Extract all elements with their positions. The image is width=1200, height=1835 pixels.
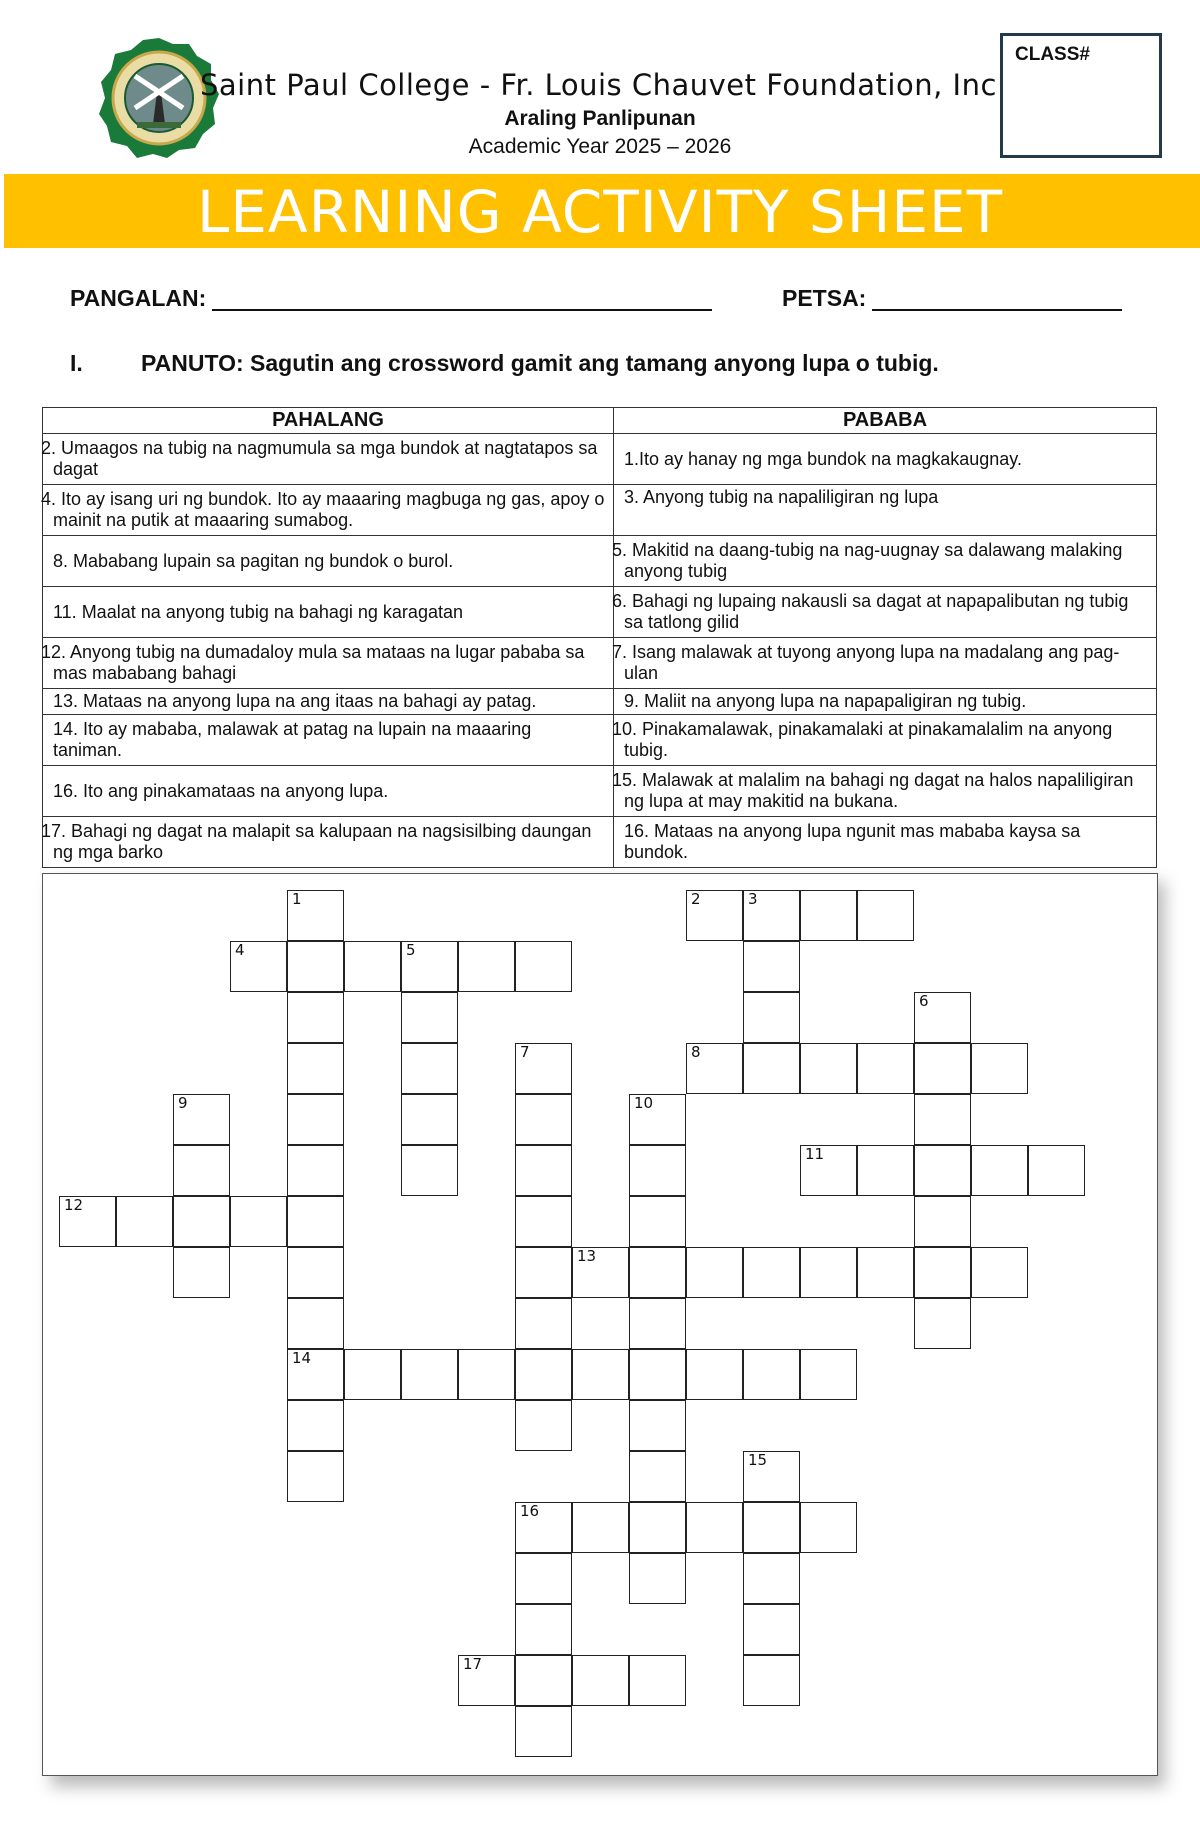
across-clue-4: 4. Ito ay isang uri ng bundok. Ito ay maaaring magbuga ng gas, apoy o mainit na putik at maaaring sumabog. bbox=[43, 485, 614, 536]
crossword-cell[interactable] bbox=[743, 1655, 800, 1706]
crossword-cell[interactable] bbox=[629, 1349, 686, 1400]
crossword-cell[interactable] bbox=[401, 1094, 458, 1145]
crossword-cell[interactable] bbox=[401, 1349, 458, 1400]
crossword-cell[interactable] bbox=[914, 1196, 971, 1247]
crossword-cell[interactable] bbox=[629, 1400, 686, 1451]
across-clue-8: 8. Mababang lupain sa pagitan ng bundok o burol. bbox=[43, 536, 614, 587]
academic-year: Academic Year 2025 – 2026 bbox=[468, 135, 732, 158]
crossword-cell[interactable] bbox=[743, 992, 800, 1043]
crossword-cell[interactable] bbox=[629, 1196, 686, 1247]
clue-number-15: 15 bbox=[748, 1451, 768, 1469]
clue-number-11: 11 bbox=[805, 1145, 825, 1163]
crossword-cell[interactable] bbox=[914, 1043, 971, 1094]
across-clue-13: 13. Mataas na anyong lupa na ang itaas na bahagi ay patag. bbox=[43, 689, 614, 715]
crossword-cell[interactable] bbox=[629, 1655, 686, 1706]
crossword-cell[interactable] bbox=[515, 1400, 572, 1451]
crossword-cell[interactable] bbox=[173, 1247, 230, 1298]
crossword-cell[interactable] bbox=[686, 1349, 743, 1400]
down-header: PABABA bbox=[614, 408, 1157, 434]
clue-number-3: 3 bbox=[748, 890, 758, 908]
crossword-cell[interactable] bbox=[515, 1706, 572, 1757]
crossword-cell[interactable] bbox=[914, 1298, 971, 1349]
across-clue-12: 12. Anyong tubig na dumadaloy mula sa mataas na lugar pababa sa mas mababang bahagi bbox=[43, 638, 614, 689]
crossword-cell[interactable] bbox=[743, 1553, 800, 1604]
crossword-cell[interactable] bbox=[800, 1247, 857, 1298]
down-clue-15: 15. Malawak at malalim na bahagi ng dagat na halos napaliligiran ng lupa at may makitid na bukana. bbox=[614, 766, 1157, 817]
clue-number-8: 8 bbox=[691, 1043, 701, 1061]
crossword-cell[interactable] bbox=[515, 1247, 572, 1298]
crossword-cell[interactable] bbox=[515, 1655, 572, 1706]
crossword-cell[interactable] bbox=[287, 1196, 344, 1247]
across-clue-16: 16. Ito ang pinakamataas na anyong lupa. bbox=[43, 766, 614, 817]
crossword-cell[interactable] bbox=[287, 1451, 344, 1502]
crossword-cell[interactable] bbox=[629, 1553, 686, 1604]
crossword-cell[interactable] bbox=[857, 1043, 914, 1094]
crossword-cell[interactable] bbox=[173, 1196, 230, 1247]
crossword-cell[interactable] bbox=[971, 1145, 1028, 1196]
crossword-cell[interactable] bbox=[686, 1502, 743, 1553]
instruction-text: PANUTO: Sagutin ang crossword gamit ang tamang anyong lupa o tubig. bbox=[141, 350, 939, 376]
crossword-cell[interactable] bbox=[287, 1247, 344, 1298]
crossword-cell[interactable] bbox=[857, 1247, 914, 1298]
clue-number-13: 13 bbox=[577, 1247, 597, 1265]
across-clue-17: 17. Bahagi ng dagat na malapit sa kalupaan na nagsisilbing daungan ng mga barko bbox=[43, 817, 614, 868]
crossword-cell[interactable] bbox=[572, 1655, 629, 1706]
crossword-cell[interactable] bbox=[515, 941, 572, 992]
crossword-cell[interactable] bbox=[287, 1400, 344, 1451]
crossword-cell[interactable] bbox=[401, 992, 458, 1043]
crossword-cell[interactable] bbox=[914, 1247, 971, 1298]
crossword-cell[interactable] bbox=[800, 1502, 857, 1553]
clue-number-16: 16 bbox=[520, 1502, 540, 1520]
down-clue-1: 1.Ito ay hanay ng mga bundok na magkakaugnay. bbox=[614, 434, 1157, 485]
crossword-cell[interactable] bbox=[572, 1349, 629, 1400]
school-name: Saint Paul College - Fr. Louis Chauvet Foundation, Inc. bbox=[200, 68, 1007, 102]
crossword-cell[interactable] bbox=[629, 1502, 686, 1553]
crossword-cell[interactable] bbox=[173, 1145, 230, 1196]
clue-number-17: 17 bbox=[463, 1655, 483, 1673]
crossword-cell[interactable] bbox=[458, 1349, 515, 1400]
crossword-cell[interactable] bbox=[287, 1043, 344, 1094]
crossword-cell[interactable] bbox=[515, 1553, 572, 1604]
crossword-cell[interactable] bbox=[401, 1043, 458, 1094]
crossword-cell[interactable] bbox=[743, 941, 800, 992]
subject-title: Araling Panlipunan bbox=[504, 107, 696, 130]
crossword-cell[interactable] bbox=[344, 1349, 401, 1400]
crossword-cell[interactable] bbox=[743, 1349, 800, 1400]
crossword-cell[interactable] bbox=[971, 1043, 1028, 1094]
crossword-cell[interactable] bbox=[287, 1094, 344, 1145]
crossword-cell[interactable] bbox=[515, 1298, 572, 1349]
crossword-cell[interactable] bbox=[629, 1451, 686, 1502]
crossword-cell[interactable] bbox=[629, 1298, 686, 1349]
down-clue-5: 5. Makitid na daang-tubig na nag-uugnay sa dalawang malaking anyong tubig bbox=[614, 536, 1157, 587]
clue-number-9: 9 bbox=[178, 1094, 188, 1112]
crossword-cell[interactable] bbox=[287, 992, 344, 1043]
across-clue-14: 14. Ito ay mababa, malawak at patag na lupain na maaaring taniman. bbox=[43, 715, 614, 766]
across-clue-11: 11. Maalat na anyong tubig na bahagi ng karagatan bbox=[43, 587, 614, 638]
across-clue-2: 2. Umaagos na tubig na nagmumula sa mga bundok at nagtatapos sa dagat bbox=[43, 434, 614, 485]
crossword-cell[interactable] bbox=[515, 1196, 572, 1247]
crossword-cell[interactable] bbox=[800, 890, 857, 941]
clue-number-5: 5 bbox=[406, 941, 416, 959]
clue-number-1: 1 bbox=[292, 890, 302, 908]
clue-number-2: 2 bbox=[691, 890, 701, 908]
crossword-cell[interactable] bbox=[743, 1043, 800, 1094]
across-header: PAHALANG bbox=[43, 408, 614, 434]
down-clue-9: 9. Maliit na anyong lupa na napapaligiran ng tubig. bbox=[614, 689, 1157, 715]
crossword-cell[interactable] bbox=[287, 941, 344, 992]
banner-title: LEARNING ACTIVITY SHEET bbox=[196, 178, 1004, 246]
crossword-cell[interactable] bbox=[515, 1604, 572, 1655]
class-number-label: CLASS# bbox=[1015, 44, 1090, 65]
crossword-cell[interactable] bbox=[743, 1247, 800, 1298]
date-label: PETSA: bbox=[782, 285, 867, 311]
down-clue-3: 3. Anyong tubig na napaliligiran ng lupa bbox=[614, 485, 1157, 536]
crossword-cell[interactable] bbox=[914, 1145, 971, 1196]
clue-number-6: 6 bbox=[919, 992, 929, 1010]
crossword-cell[interactable] bbox=[800, 1349, 857, 1400]
crossword-cell[interactable] bbox=[686, 1247, 743, 1298]
crossword-cell[interactable] bbox=[857, 890, 914, 941]
crossword-cell[interactable] bbox=[401, 1145, 458, 1196]
crossword-cell[interactable] bbox=[515, 1145, 572, 1196]
clue-number-12: 12 bbox=[64, 1196, 84, 1214]
clue-number-7: 7 bbox=[520, 1043, 530, 1061]
crossword-cell[interactable] bbox=[857, 1145, 914, 1196]
crossword-cell[interactable] bbox=[287, 1145, 344, 1196]
crossword-cell[interactable] bbox=[914, 1094, 971, 1145]
crossword-cell[interactable] bbox=[743, 1604, 800, 1655]
down-clue-16: 16. Mataas na anyong lupa ngunit mas mababa kaysa sa bundok. bbox=[614, 817, 1157, 868]
clue-number-4: 4 bbox=[235, 941, 245, 959]
clue-number-10: 10 bbox=[634, 1094, 654, 1112]
crossword-cell[interactable] bbox=[1028, 1145, 1085, 1196]
crossword-cell[interactable] bbox=[344, 941, 401, 992]
clue-number-14: 14 bbox=[292, 1349, 312, 1367]
crossword-cell[interactable] bbox=[515, 1349, 572, 1400]
crossword-cell[interactable] bbox=[458, 941, 515, 992]
down-clue-10: 10. Pinakamalawak, pinakamalaki at pinakamalalim na anyong tubig. bbox=[614, 715, 1157, 766]
crossword-cell[interactable] bbox=[515, 1094, 572, 1145]
instruction-number: I. bbox=[70, 350, 83, 376]
crossword-cell[interactable] bbox=[743, 1502, 800, 1553]
name-label: PANGALAN: bbox=[70, 285, 207, 311]
down-clue-7: 7. Isang malawak at tuyong anyong lupa na madalang ang pag-ulan bbox=[614, 638, 1157, 689]
crossword-cell[interactable] bbox=[800, 1043, 857, 1094]
crossword-cell[interactable] bbox=[629, 1247, 686, 1298]
crossword-cell[interactable] bbox=[572, 1502, 629, 1553]
crossword-cell[interactable] bbox=[287, 1298, 344, 1349]
down-clue-6: 6. Bahagi ng lupaing nakausli sa dagat at napapalibutan ng tubig sa tatlong gilid bbox=[614, 587, 1157, 638]
crossword-cell[interactable] bbox=[230, 1196, 287, 1247]
crossword-cell[interactable] bbox=[629, 1145, 686, 1196]
crossword-cell[interactable] bbox=[116, 1196, 173, 1247]
crossword-cell[interactable] bbox=[971, 1247, 1028, 1298]
